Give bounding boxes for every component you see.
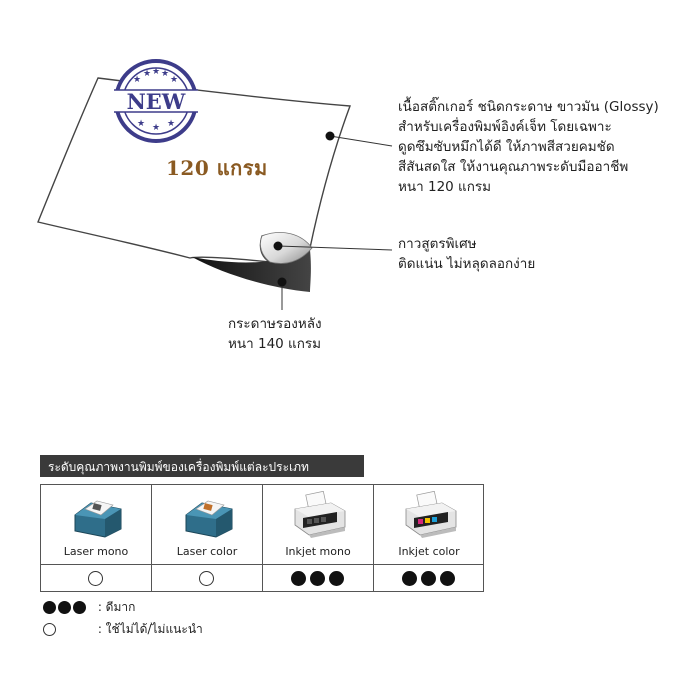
- svg-text:★: ★: [143, 69, 152, 79]
- surface-line: สำหรับเครื่องพิมพ์อิงค์เจ็ท โดยเฉพาะ: [398, 119, 612, 135]
- printer-label: Inkjet color: [398, 545, 460, 558]
- backing-line: หนา 140 แกรม: [228, 336, 322, 352]
- svg-text:★: ★: [161, 69, 170, 79]
- printer-label: Inkjet mono: [285, 545, 351, 558]
- svg-text:★: ★: [152, 123, 161, 133]
- printer-label: Laser mono: [63, 545, 129, 558]
- svg-text:★: ★: [137, 119, 146, 129]
- adhesive-line: กาวสูตรพิเศษ: [398, 236, 477, 252]
- surface-line: สีสันสดใส ให้งานคุณภาพระดับมืออาชีพ: [398, 159, 629, 175]
- section-title: ระดับคุณภาพงานพิมพ์ของเครื่องพิมพ์แต่ละประเภท: [48, 460, 309, 474]
- backing-line: กระดาษรองหลัง: [228, 316, 322, 332]
- surface-line: หนา 120 แกรม: [398, 179, 492, 195]
- filled-dot-icon: [402, 571, 417, 586]
- printer-cell-laser-mono: [40, 484, 151, 564]
- inkjet-printer-icon: [291, 491, 349, 539]
- surface-line: ดูดซึมซับหมึกได้ดี ให้ภาพสีสวยคมชัด: [398, 139, 615, 155]
- adhesive-callout: [398, 234, 535, 274]
- legend-symbol: [42, 622, 94, 636]
- new-stamp-icon: [114, 61, 198, 141]
- empty-dot-icon: [88, 571, 103, 586]
- legend-not-recommended: [42, 620, 203, 639]
- svg-text:★: ★: [170, 75, 179, 85]
- printer-cell-laser-color: [151, 484, 262, 564]
- printer-cell-inkjet-mono: [262, 484, 373, 564]
- filled-dot-icon: [73, 601, 86, 614]
- inkjet-printer-icon: [402, 491, 460, 539]
- leader-line-surface: [330, 136, 392, 146]
- filled-dot-icon: [329, 571, 344, 586]
- empty-dot-icon: [43, 623, 56, 636]
- sheet-weight-label: 120 แกรม: [166, 156, 268, 180]
- legend-text: : ดีมาก: [97, 600, 136, 614]
- svg-text:★: ★: [133, 75, 142, 85]
- svg-text:★: ★: [152, 67, 161, 77]
- backing-callout: [228, 314, 322, 354]
- filled-dot-icon: [421, 571, 436, 586]
- leader-dot-surface: [326, 132, 335, 141]
- filled-dot-icon: [310, 571, 325, 586]
- rating-inkjet-color: [373, 564, 484, 592]
- surface-callout: [398, 97, 659, 197]
- leader-dot-adhesive: [274, 242, 283, 251]
- filled-dot-icon: [291, 571, 306, 586]
- rating-laser-color: [151, 564, 262, 592]
- printer-quality-table: [40, 484, 484, 592]
- surface-line: เนื้อสติ๊กเกอร์ ชนิดกระดาษ ขาวมัน (Glossy): [398, 99, 659, 115]
- leader-dot-backing: [278, 278, 287, 287]
- filled-dot-icon: [43, 601, 56, 614]
- legend-very-good: [42, 598, 135, 617]
- rating-laser-mono: [40, 564, 151, 592]
- svg-text:★: ★: [167, 119, 176, 129]
- empty-dot-icon: [199, 571, 214, 586]
- printer-label: Laser color: [176, 545, 238, 558]
- adhesive-line: ติดแน่น ไม่หลุดลอกง่าย: [398, 256, 536, 272]
- laser-printer-icon: [71, 495, 125, 539]
- filled-dot-icon: [440, 571, 455, 586]
- printer-cell-inkjet-color: [373, 484, 484, 564]
- legend-text: : ใช้ไม่ได้/ไม่แนะนำ: [97, 622, 203, 636]
- laser-printer-icon: [182, 495, 236, 539]
- legend-symbol: [42, 600, 94, 614]
- filled-dot-icon: [58, 601, 71, 614]
- rating-inkjet-mono: [262, 564, 373, 592]
- new-badge-text: NEW: [126, 89, 186, 114]
